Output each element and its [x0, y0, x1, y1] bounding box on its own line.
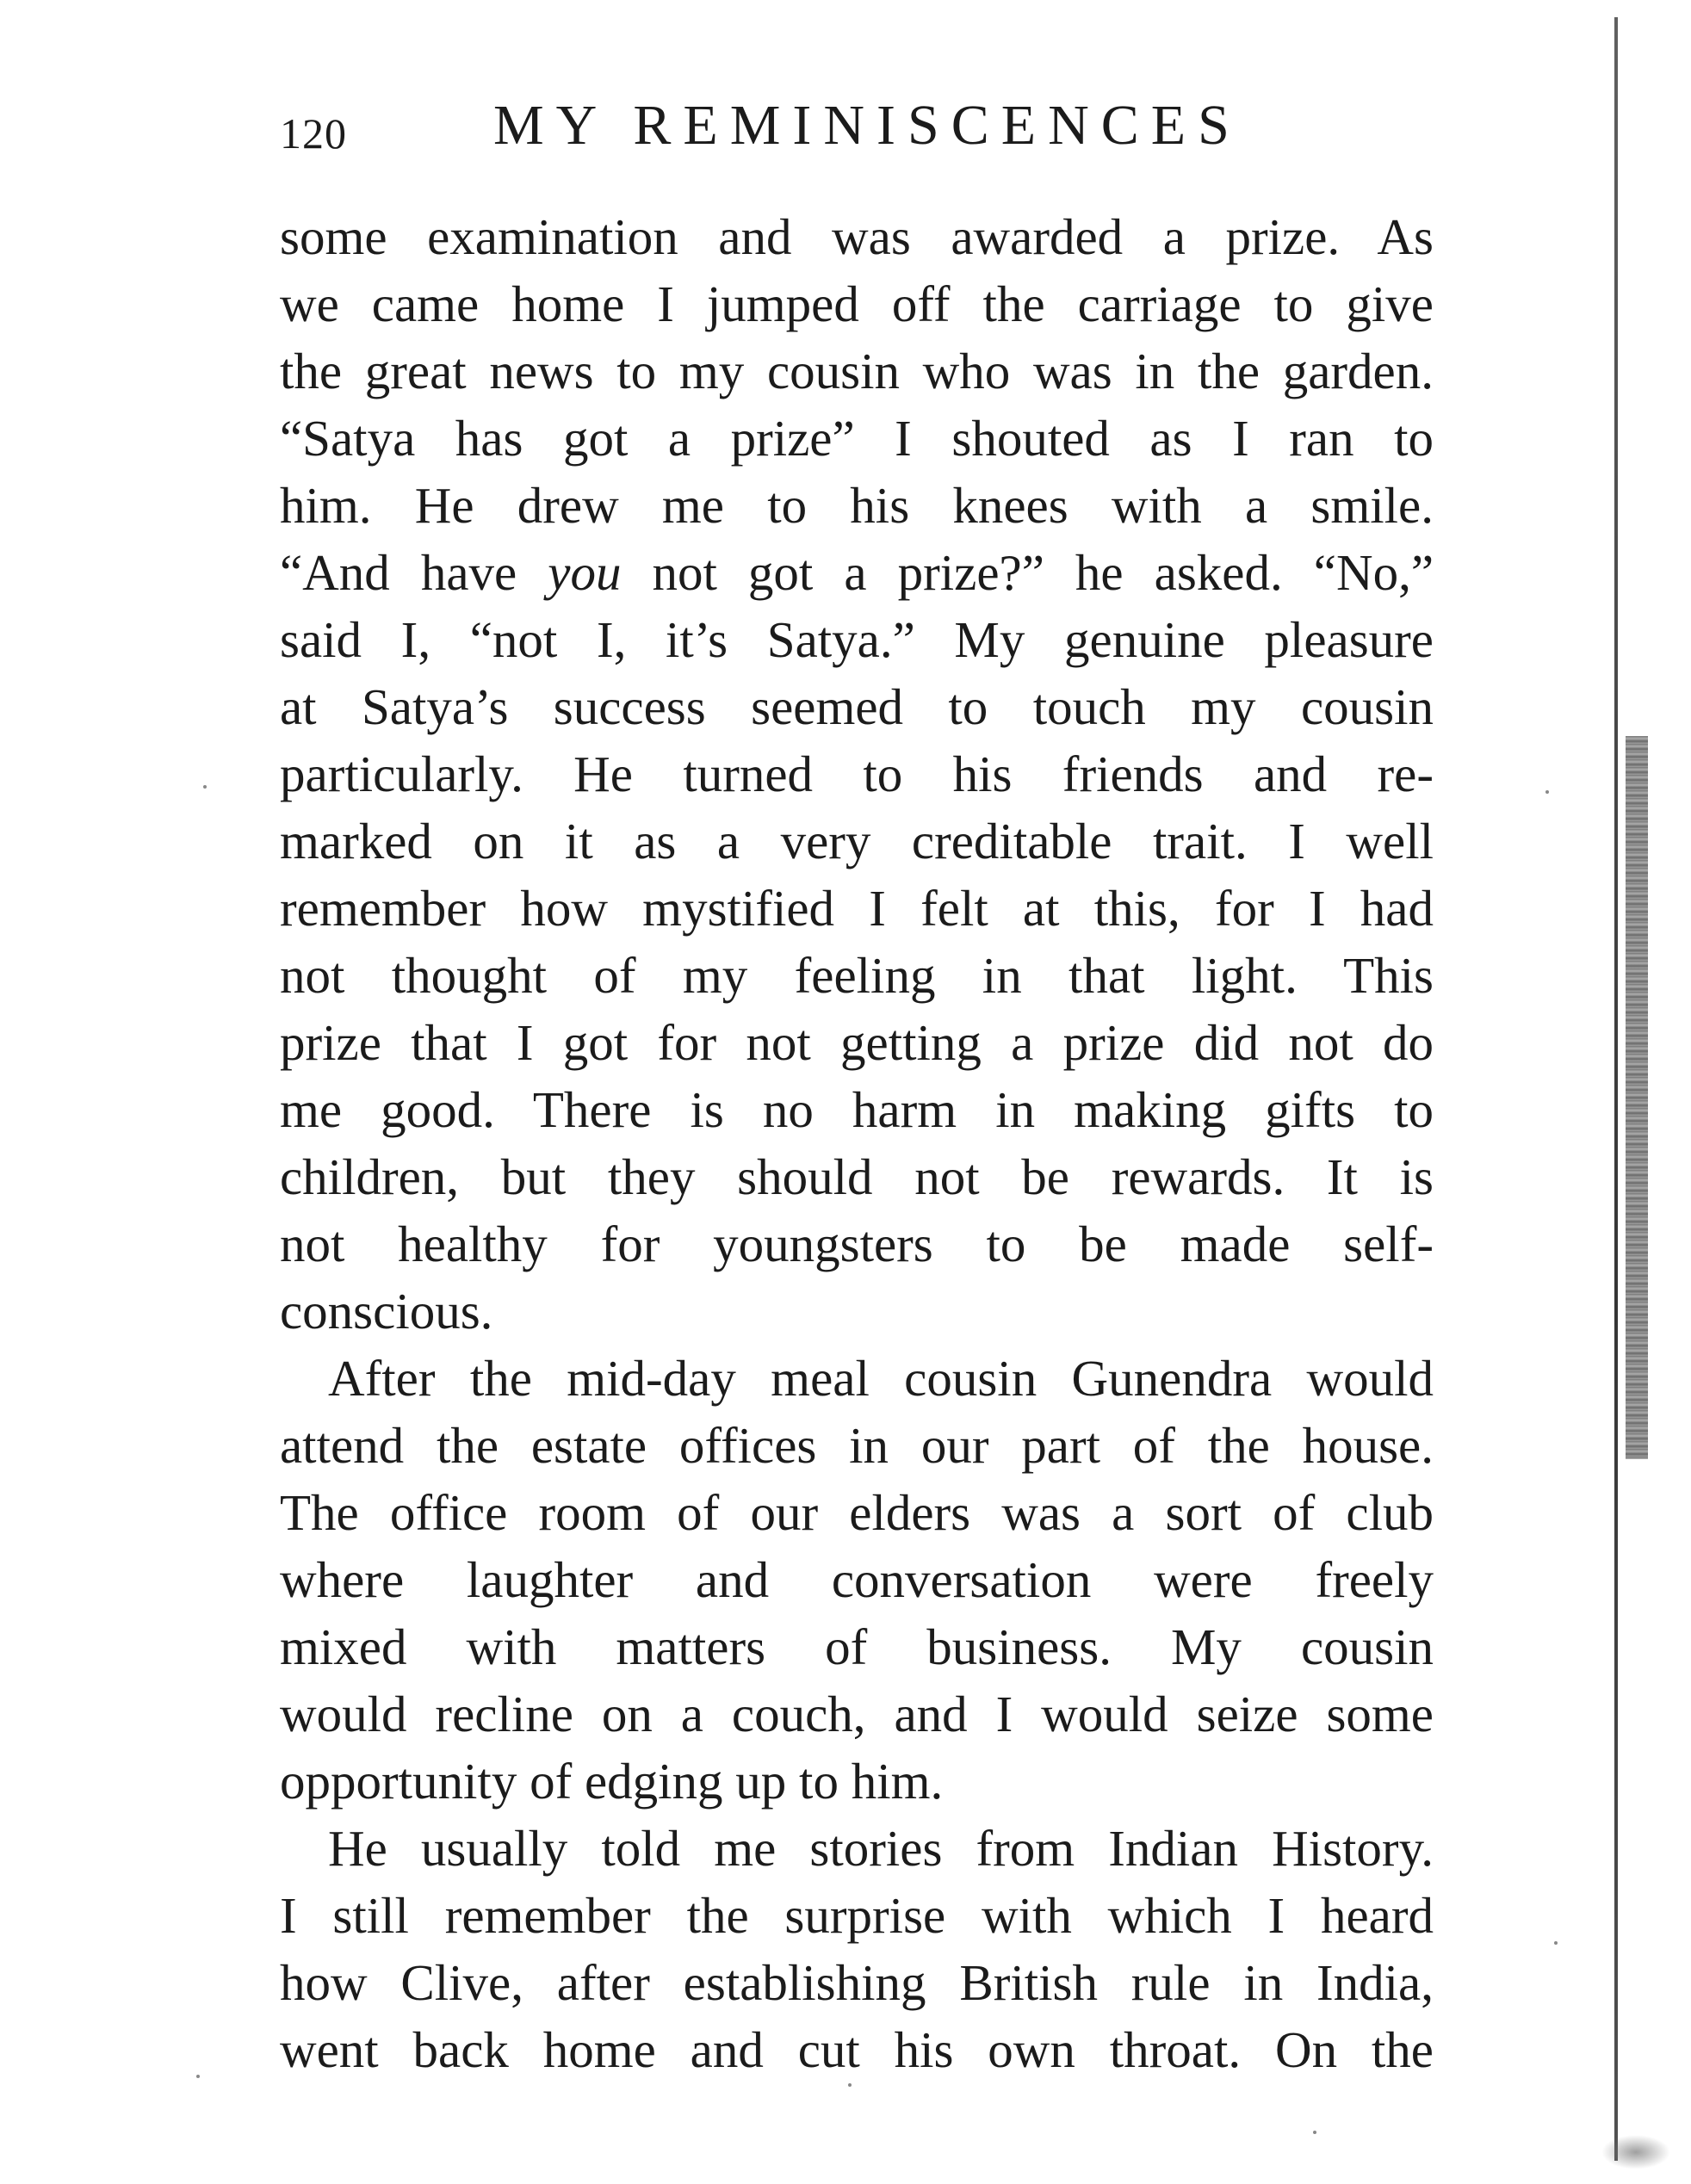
text-line: children, but they should not be rewards. It is	[280, 1148, 1434, 1205]
text-line: not thought of my feeling in that light. This	[280, 947, 1434, 1004]
text-line: marked on it as a very creditable trait. I well	[280, 813, 1434, 869]
text-line: mixed with matters of business. My cousin	[280, 1618, 1434, 1675]
text-line: prize that I got for not getting a prize did not do	[280, 1014, 1434, 1071]
text-line: I still remember the surprise with which I heard	[280, 1887, 1434, 1944]
scan-speck	[1313, 2131, 1316, 2134]
text-line: not healthy for youngsters to be made self-	[280, 1216, 1434, 1272]
italic-emphasis: you	[548, 544, 622, 601]
text-line: at Satya’s success seemed to touch my cousin	[280, 678, 1434, 735]
scan-speck	[1554, 1941, 1558, 1945]
text-line-paragraph-start: He usually told me stories from Indian History.	[328, 1820, 1434, 1877]
text-line: how Clive, after establishing British rule in India,	[280, 1954, 1434, 2011]
scan-speck	[848, 2083, 852, 2087]
scan-speck	[1545, 790, 1549, 794]
text-line: him. He drew me to his knees with a smile.	[280, 477, 1434, 534]
text-fragment: “And have	[280, 544, 548, 601]
book-title: MY REMINISCENCES	[493, 94, 1242, 157]
text-line-paragraph-end: conscious.	[280, 1283, 493, 1339]
scan-speck	[203, 785, 207, 789]
text-line: the great news to my cousin who was in the garden.	[280, 343, 1434, 399]
text-line: we came home I jumped off the carriage to give	[280, 275, 1434, 332]
running-head	[280, 93, 1434, 170]
page-edge-line	[1614, 17, 1618, 2161]
text-line: particularly. He turned to his friends and re-	[280, 746, 1434, 802]
binding-shadow	[1626, 736, 1648, 1459]
text-line-paragraph-start: After the mid-day meal cousin Gunendra would	[328, 1350, 1434, 1407]
text-line: attend the estate offices in our part of the house.	[280, 1417, 1434, 1474]
text-line: “Satya has got a prize” I shouted as I ran to	[280, 410, 1434, 467]
text-fragment: not got a prize?” he asked. “No,”	[621, 544, 1434, 601]
page-corner-shadow	[1601, 2135, 1670, 2169]
text-line: said I, “not I, it’s Satya.” My genuine pleasure	[280, 611, 1434, 668]
text-line: me good. There is no harm in making gifts to	[280, 1081, 1434, 1138]
text-line: remember how mystified I felt at this, for I had	[280, 880, 1434, 937]
text-line: some examination and was awarded a prize. As	[280, 208, 1434, 265]
text-line: The office room of our elders was a sort of club	[280, 1484, 1434, 1541]
text-line-with-italic	[280, 539, 1434, 606]
text-line-paragraph-end: opportunity of edging up to him.	[280, 1753, 944, 1810]
text-line: went back home and cut his own throat. On the	[280, 2021, 1434, 2078]
page-number: 120	[280, 109, 347, 158]
scan-speck	[196, 2075, 200, 2078]
text-line: where laughter and conversation were freely	[280, 1551, 1434, 1608]
text-line: would recline on a couch, and I would seize some	[280, 1686, 1434, 1742]
page-text	[280, 203, 1434, 2083]
